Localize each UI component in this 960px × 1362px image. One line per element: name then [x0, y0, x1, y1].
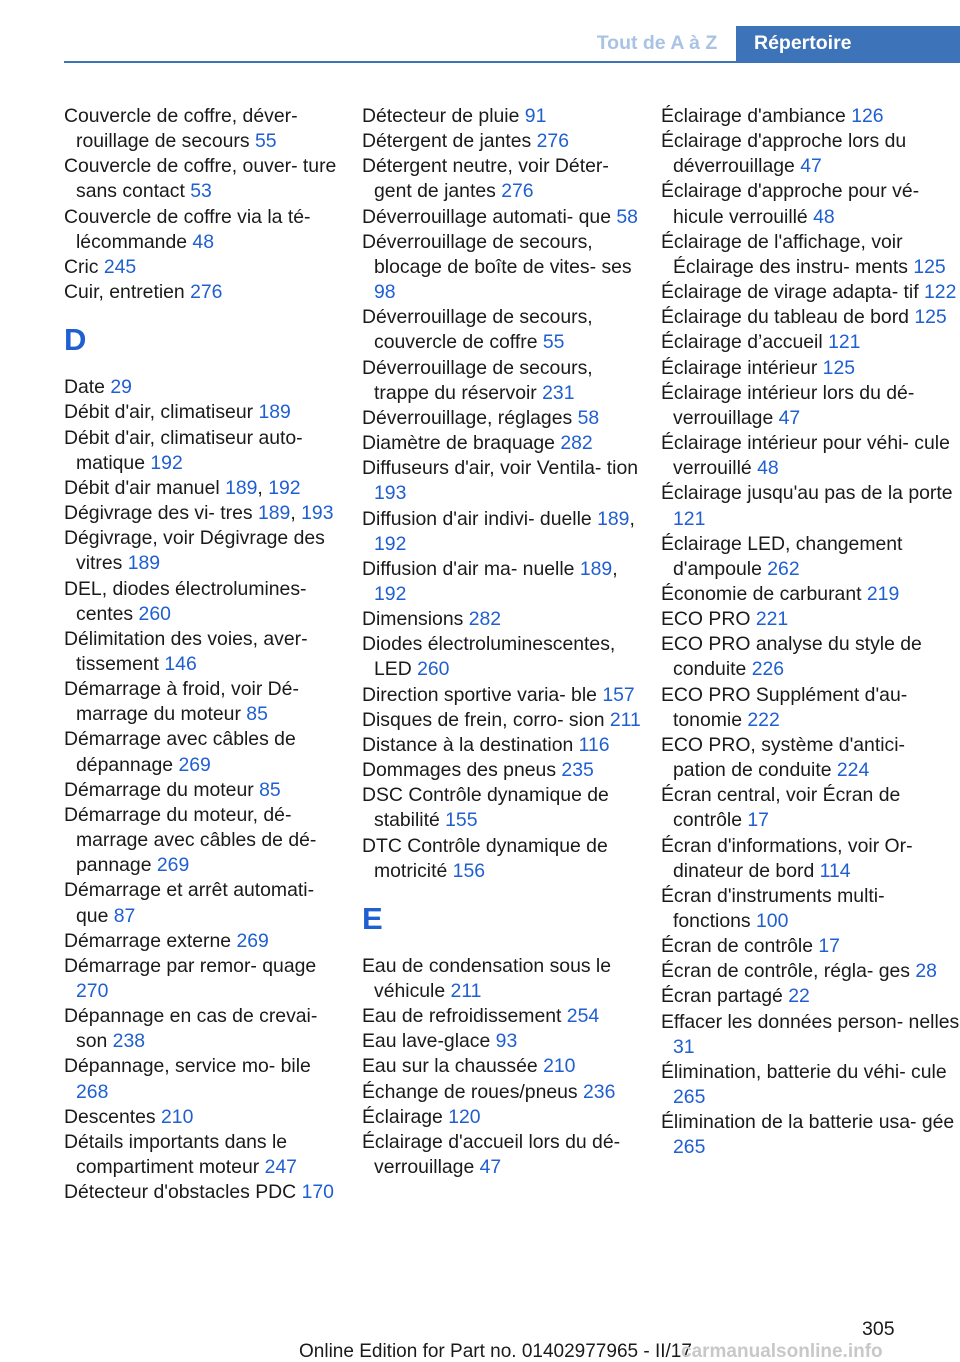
- page-link[interactable]: 236: [583, 1080, 616, 1103]
- page-link[interactable]: 262: [767, 557, 800, 580]
- entry-text: Démarrage du moteur, dé‐ marrage avec câbles de dé‐ pannage: [64, 803, 317, 877]
- index-entry: [64, 104, 344, 154]
- page-link[interactable]: 189: [225, 476, 258, 499]
- page-link[interactable]: 125: [822, 356, 856, 379]
- entry-text: Démarrage et arrêt automati‐ que: [64, 879, 315, 927]
- entry-text: Débit d'air, climatiseur: [64, 401, 259, 424]
- index-column-3: [661, 104, 960, 1161]
- index-entry: [64, 1054, 344, 1104]
- index-entry: [362, 954, 647, 1004]
- entry-text: Écran de contrôle, régla‐ ges: [661, 960, 916, 983]
- entry-text: Diffuseurs d'air, voir Ventila‐ tion: [362, 457, 639, 480]
- entry-text: Dégivrage, voir Dégivrage des vitres: [64, 527, 325, 575]
- index-entry: [64, 526, 344, 576]
- page-separator: ,: [629, 507, 635, 530]
- index-entry: [661, 1060, 960, 1110]
- page-link[interactable]: 189: [597, 507, 630, 530]
- entry-text: Dommages des pneus: [362, 759, 562, 782]
- tab-repertoire[interactable]: Répertoire: [736, 26, 960, 63]
- entry-text: Écran d'informations, voir Or‐ dinateur de bord: [661, 834, 913, 882]
- page-link[interactable]: 193: [374, 482, 407, 505]
- index-entry: [362, 1130, 647, 1180]
- page-link[interactable]: 17: [747, 809, 769, 832]
- page-link[interactable]: 192: [374, 582, 407, 605]
- index-entry: [661, 884, 960, 934]
- entry-text: DEL, diodes électrolumines‐ centes: [64, 577, 307, 625]
- index-entry: [362, 129, 647, 154]
- entry-text: DTC Contrôle dynamique de motricité: [362, 834, 608, 882]
- page-link[interactable]: 226: [751, 658, 785, 681]
- page-link[interactable]: 122: [924, 281, 957, 304]
- entry-text: Économie de carburant: [661, 582, 867, 605]
- entry-text: ECO PRO: [661, 608, 756, 631]
- entry-text: Écran partagé: [661, 985, 789, 1008]
- index-entry: [64, 154, 344, 204]
- index-entry: [64, 476, 344, 501]
- entry-text: Débit d'air manuel: [64, 476, 226, 499]
- page-link[interactable]: 120: [448, 1105, 481, 1128]
- page-link[interactable]: 98: [374, 281, 396, 304]
- entry-text: Éclairage jusqu'au pas de la porte: [661, 482, 953, 505]
- entry-text: Écran de contrôle: [661, 935, 819, 958]
- entry-text: Éclairage LED, changement d'ampoule: [661, 532, 903, 580]
- index-entry: [362, 1029, 647, 1054]
- index-entry: [661, 632, 960, 682]
- entry-text: ECO PRO Supplément d'au‐ tonomie: [661, 683, 908, 731]
- index-entry: [64, 577, 344, 627]
- entry-text: Eau de condensation sous le véhicule: [362, 954, 612, 1002]
- page-link[interactable]: 58: [577, 406, 600, 429]
- index-entry: [64, 205, 344, 255]
- page-link[interactable]: 121: [673, 507, 706, 530]
- index-entry: [64, 1180, 344, 1205]
- edition-note: Online Edition for Part no. 01402977965 - II/17: [299, 1342, 692, 1362]
- entry-text: Écran d'instruments multi‐ fonctions: [661, 884, 885, 932]
- page-link[interactable]: 47: [479, 1156, 502, 1179]
- page-link[interactable]: 276: [501, 180, 534, 203]
- index-entry: [64, 878, 344, 928]
- entry-text: Dimensions: [362, 608, 469, 631]
- watermark: carmanualsonline.info: [681, 1342, 883, 1362]
- page-link[interactable]: 114: [819, 859, 851, 882]
- page-link[interactable]: 210: [543, 1055, 576, 1078]
- index-entry: [64, 727, 344, 777]
- entry-text: Démarrage avec câbles de dépannage: [64, 728, 296, 776]
- entry-text: Détergent neutre, voir Déter‐ gent de jantes: [362, 155, 609, 203]
- entry-text: Couvercle de coffre, déver‐ rouillage de secours: [64, 105, 298, 153]
- page-link[interactable]: 126: [851, 105, 884, 127]
- index-entry: [362, 230, 647, 305]
- index-entry: [362, 406, 647, 431]
- index-entry: [64, 1105, 344, 1130]
- page-link[interactable]: 269: [178, 753, 211, 776]
- index-entry: [64, 255, 344, 280]
- entry-text: Délimitation des voies, aver‐ tissement: [64, 627, 308, 675]
- entry-text: Élimination, batterie du véhi‐ cule: [661, 1060, 947, 1083]
- entry-text: Détecteur de pluie: [362, 105, 525, 127]
- entry-text: Éclairage intérieur pour véhi‐ cule verrouillé: [661, 432, 950, 480]
- entry-text: Déverrouillage de secours, trappe du réservoir: [362, 356, 593, 404]
- page-link[interactable]: 85: [246, 703, 268, 726]
- page-link[interactable]: 192: [374, 532, 407, 555]
- page-link[interactable]: 22: [788, 985, 810, 1008]
- entry-text: Dépannage, service mo‐ bile: [64, 1055, 311, 1078]
- index-entry: [661, 129, 960, 179]
- page-link[interactable]: 48: [192, 230, 214, 253]
- index-column-1: [64, 104, 344, 1205]
- page-link[interactable]: 85: [259, 778, 281, 801]
- entry-text: Effacer les données person‐ nelles: [661, 1010, 960, 1033]
- entry-text: Diamètre de braquage: [362, 432, 561, 455]
- index-entry: [362, 356, 647, 406]
- index-entry: [661, 607, 960, 632]
- page-link[interactable]: 211: [450, 980, 482, 1002]
- entry-text: Écran central, voir Écran de contrôle: [661, 784, 901, 832]
- index-entry: [362, 104, 647, 129]
- page-link[interactable]: 269: [156, 854, 190, 877]
- index-entry: [362, 607, 647, 632]
- entry-text: DSC Contrôle dynamique de stabilité: [362, 784, 609, 832]
- page-link[interactable]: 238: [112, 1030, 146, 1053]
- index-entry: [64, 426, 344, 476]
- page-link[interactable]: 55: [542, 331, 565, 354]
- page-link[interactable]: 93: [495, 1030, 518, 1053]
- entry-text: ECO PRO, système d'antici‐ pation de conduite: [661, 733, 905, 782]
- footer: [0, 1342, 960, 1362]
- index-entry: [362, 456, 647, 506]
- entry-text: Déverrouillage de secours, blocage de boîte de vites‐ ses: [362, 230, 632, 278]
- entry-text: Date: [64, 376, 111, 399]
- entry-text: Débit d'air, climatiseur auto‐ matique: [64, 426, 303, 474]
- index-entry: [362, 1004, 647, 1029]
- index-entry: [362, 783, 647, 833]
- entry-text: Déverrouillage automati‐ que: [362, 205, 617, 228]
- entry-text: Diodes électroluminescentes, LED: [362, 633, 616, 681]
- entry-text: Détails importants dans le compartiment moteur: [64, 1130, 288, 1179]
- page-link[interactable]: 222: [747, 708, 780, 731]
- entry-text: Cric: [64, 255, 104, 278]
- index-entry: [661, 1110, 960, 1160]
- entry-text: Couvercle de coffre via la té‐ lécommande: [64, 205, 311, 253]
- entry-text: Éclairage de virage adapta‐ tif: [661, 281, 925, 304]
- page-link[interactable]: 231: [542, 381, 575, 404]
- page-link[interactable]: 58: [616, 205, 638, 228]
- index-entry: [64, 954, 344, 1004]
- index-entry: [661, 959, 960, 984]
- index-entry: [362, 1080, 647, 1105]
- index-entry: [661, 934, 960, 959]
- page-link[interactable]: 157: [602, 683, 635, 706]
- entry-text: Démarrage par remor‐ quage: [64, 954, 317, 977]
- index-entry: [661, 179, 960, 229]
- page-link[interactable]: 170: [301, 1181, 334, 1204]
- entry-text: Dégivrage des vi‐ tres: [64, 502, 258, 525]
- page-link[interactable]: 48: [813, 205, 835, 228]
- entry-text: Disques de frein, corro‐ sion: [362, 708, 610, 731]
- page-separator: ,: [257, 476, 269, 499]
- entry-text: Éclairage d'approche lors du déverrouillage: [661, 130, 907, 178]
- index-entry: [661, 532, 960, 582]
- page-link[interactable]: 260: [417, 658, 450, 681]
- index-entry: [362, 683, 647, 708]
- entry-text: Distance à la destination: [362, 733, 579, 756]
- index-entry: [661, 230, 960, 280]
- index-entry: [362, 205, 647, 230]
- entry-text: Éclairage intérieur lors du dé‐ verrouillage: [661, 381, 915, 429]
- index-entry: [661, 280, 960, 305]
- page-link[interactable]: 221: [755, 608, 789, 631]
- index-entry: [362, 733, 647, 758]
- page-link[interactable]: 282: [560, 432, 593, 455]
- page-link[interactable]: 125: [914, 306, 947, 329]
- index-entry: [362, 1105, 647, 1130]
- entry-text: Éclairage intérieur: [661, 356, 823, 379]
- index-entry: [661, 381, 960, 431]
- entry-text: Direction sportive varia‐ ble: [362, 683, 603, 706]
- index-entry: [64, 627, 344, 677]
- entry-text: Détergent de jantes: [362, 130, 537, 153]
- entry-text: Démarrage à froid, voir Dé‐ marrage du moteur: [64, 678, 299, 726]
- page-separator: ,: [612, 557, 618, 580]
- entry-text: Diffusion d'air indivi‐ duelle: [362, 507, 598, 530]
- entry-text: Dépannage en cas de crevai‐ son: [64, 1005, 318, 1053]
- index-entry: [661, 356, 960, 381]
- page-link[interactable]: 245: [103, 255, 137, 278]
- page-link[interactable]: 247: [264, 1156, 297, 1179]
- page-link[interactable]: 270: [76, 980, 109, 1002]
- index-entry: [64, 375, 344, 400]
- entry-text: Éclairage d’accueil: [661, 331, 829, 354]
- page-link[interactable]: 146: [164, 652, 197, 675]
- page-link[interactable]: 192: [150, 451, 183, 474]
- index-entry: [64, 778, 344, 803]
- page-link[interactable]: 211: [609, 708, 641, 731]
- page-link[interactable]: 47: [800, 155, 822, 178]
- index-entry: [362, 431, 647, 456]
- page-link[interactable]: 100: [756, 910, 789, 932]
- section-letter: E: [362, 900, 383, 936]
- page-link[interactable]: 193: [301, 502, 334, 525]
- index-entry: [64, 501, 344, 526]
- entry-text: Diffusion d'air ma‐ nuelle: [362, 557, 580, 580]
- entry-text: Détecteur d'obstacles PDC: [64, 1181, 302, 1204]
- index-entry: [64, 929, 344, 954]
- entry-text: Déverrouillage, réglages: [362, 406, 578, 429]
- page-link[interactable]: 91: [524, 105, 547, 127]
- entry-text: Éclairage de l'affichage, voir Éclairage des instru‐ ments: [661, 230, 914, 278]
- index-entry: [661, 783, 960, 833]
- page-link[interactable]: 17: [818, 935, 840, 958]
- page-link[interactable]: 276: [190, 281, 223, 304]
- page-link[interactable]: 155: [445, 809, 478, 832]
- page-link[interactable]: 189: [258, 401, 291, 424]
- page-link[interactable]: 87: [113, 904, 136, 927]
- page-link[interactable]: 121: [828, 331, 861, 354]
- index-entry: [64, 280, 344, 305]
- entry-text: Descentes: [64, 1105, 162, 1128]
- page-link[interactable]: 265: [673, 1136, 706, 1159]
- entry-text: Démarrage du moteur: [64, 778, 260, 801]
- page-link[interactable]: 282: [468, 608, 502, 631]
- page-link[interactable]: 189: [257, 502, 291, 525]
- index-entry: [362, 632, 647, 682]
- page-link[interactable]: 29: [110, 376, 132, 399]
- entry-text: Éclairage d'ambiance: [661, 105, 852, 127]
- entry-text: Cuir, entretien: [64, 281, 191, 304]
- page-link[interactable]: 254: [566, 1005, 600, 1028]
- entry-text: Eau sur la chaussée: [362, 1055, 544, 1078]
- index-entry: [661, 431, 960, 481]
- entry-text: Éclairage: [362, 1105, 449, 1128]
- page-link[interactable]: 53: [190, 180, 212, 203]
- entry-text: Couvercle de coffre, ouver‐ ture sans contact: [64, 155, 337, 203]
- page-number: 305: [862, 1318, 895, 1340]
- page-link[interactable]: 28: [915, 960, 937, 983]
- index-entry: [64, 400, 344, 425]
- index-entry: [661, 582, 960, 607]
- page-link[interactable]: 192: [268, 476, 301, 499]
- index-entry: [362, 708, 647, 733]
- page-link[interactable]: 235: [561, 759, 594, 782]
- section-letter: D: [64, 322, 87, 358]
- index-entry: [362, 507, 647, 557]
- page-link[interactable]: 269: [236, 929, 269, 952]
- page-link[interactable]: 210: [161, 1105, 194, 1128]
- index-entry: [64, 677, 344, 727]
- index-entry: [661, 834, 960, 884]
- page-separator: ,: [290, 502, 302, 525]
- entry-text: Éclairage d'approche pour vé‐ hicule verrouillé: [661, 180, 920, 228]
- index-entry: [362, 557, 647, 607]
- index-entry: [661, 305, 960, 330]
- index-entry: [362, 834, 647, 884]
- page-link[interactable]: 116: [578, 733, 610, 756]
- index-entry: [661, 104, 960, 129]
- index-entry: [661, 984, 960, 1009]
- index-entry: [64, 1004, 344, 1054]
- index-entry: [661, 733, 960, 783]
- index-entry: [64, 803, 344, 878]
- page-link[interactable]: 31: [673, 1035, 695, 1058]
- tab-tout-de-a-a-z[interactable]: Tout de A à Z: [596, 32, 718, 54]
- index-entry: [362, 1054, 647, 1079]
- index-entry: [661, 1010, 960, 1060]
- page-link[interactable]: 265: [673, 1086, 706, 1109]
- entry-text: Éclairage du tableau de bord: [661, 306, 915, 329]
- page-link[interactable]: 156: [452, 859, 486, 882]
- index-entry: [362, 154, 647, 204]
- entry-text: Eau de refroidissement: [362, 1005, 567, 1028]
- index-entry: [661, 481, 960, 531]
- page-link[interactable]: 48: [757, 457, 779, 480]
- page-link[interactable]: 55: [254, 130, 277, 153]
- entry-text: Déverrouillage de secours, couvercle de coffre: [362, 306, 593, 354]
- page-link[interactable]: 125: [913, 255, 946, 278]
- index-entry: [661, 683, 960, 733]
- entry-text: Éclairage d'accueil lors du dé‐ verrouillage: [362, 1130, 621, 1179]
- index-entry: [64, 1130, 344, 1180]
- page-link[interactable]: 189: [127, 552, 161, 575]
- page-link[interactable]: 224: [836, 759, 870, 782]
- page-link[interactable]: 189: [579, 557, 613, 580]
- page-link[interactable]: 268: [76, 1080, 109, 1103]
- entry-text: Démarrage externe: [64, 929, 237, 952]
- entry-text: Eau lave-glace: [362, 1030, 496, 1053]
- entry-text: ECO PRO analyse du style de conduite: [661, 633, 922, 681]
- page-link[interactable]: 219: [866, 582, 900, 605]
- entry-text: Échange de roues/pneus: [362, 1080, 584, 1103]
- entry-text: Élimination de la batterie usa‐ gée: [661, 1111, 955, 1134]
- page-link[interactable]: 47: [778, 406, 801, 429]
- index-entry: [362, 305, 647, 355]
- index-entry: [661, 330, 960, 355]
- index-column-2: [362, 104, 647, 1180]
- page-link[interactable]: 260: [138, 602, 171, 625]
- index-entry: [362, 758, 647, 783]
- page-link[interactable]: 276: [536, 130, 569, 153]
